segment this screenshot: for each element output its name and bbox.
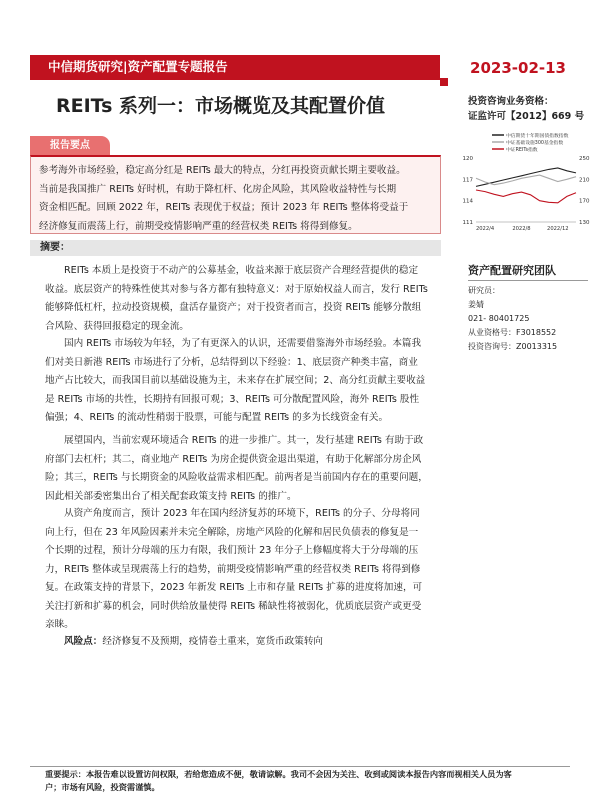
text-line: 因此相关部委密集出台了相关配套政策支持 REITs 的推广。 [45,490,297,502]
x-tick-label: 2022/8 [512,226,531,232]
text-line: 合风险、获得回报稳定的现金流。 [45,320,189,332]
summary-box [30,155,441,234]
legend-label: 中证基础设施300基金指数 [506,141,564,146]
text-line: 收益。底层资产的特殊性使其对参与各方都有独特意义：对于原始权益人而言，发行 REITs [45,283,428,295]
team-line: 从业资格号：F3018552 [468,328,557,337]
summary-line: 当前是我国推广 REITs 好时机，有助于降杠杆、化房企风险，其风险收益特性与长期 [39,183,397,195]
text-line: 展望国内，当前宏观环境适合 REITs 的进一步推广。其一，发行基建 REITs 有助于政 [64,435,424,446]
team-rule [468,280,588,281]
summary-line: 经济修复而震荡上行，前期受疫情影响严重的经营权类 REITs 将得到修复。 [39,220,358,232]
summary-tag: 报告要点 [30,136,110,155]
text-line: 国内 REITs 市场较为年轻，为了有更深入的认识，还需要借鉴海外市场经验。本篇我 [64,338,422,349]
y-right-tick-label: 210 [579,177,590,184]
team-line: 投资咨询号：Z0013315 [468,342,558,351]
qualification-line: 证监许可【2012】669 号 [468,111,585,122]
text-line: 向上行，但在 23 年风险因素并未完全解除，房地产风险的化解和居民负债表的修复是一 [45,526,419,538]
summary-line: 资金相匹配。回顾 2022 年，REITs 表现优于权益；预计 2023 年 REITs 整体将受益于 [39,202,409,213]
summary-line: 参考海外市场经验，稳定高分红是 REITs 最大的特点，分红再投资贡献长期主要收益。 [39,165,406,176]
report-title: REITs 系列一：市场概览及其配置价值 [56,95,386,117]
series-line [476,175,576,185]
report-series-band: 中信期货研究|资产配置专题报告 [30,55,440,79]
text-line: 亲睐。 [45,619,74,630]
index-comparison-chart [452,130,598,244]
x-tick-label: 2022/4 [475,226,495,232]
x-tick-label: 2022/12 [547,226,569,232]
header-rule [30,79,448,80]
text-line: 偏强；4、REITs 的流动性稍弱于股票，可能与配置 REITs 的多为长线资金有关。 [45,412,389,423]
team-info [468,284,557,354]
text-line: 从资产角度而言，预计 2023 年在国内经济复苏的环境下，REITs 的分子、分母将同 [64,508,420,519]
abstract-paragraph-4 [45,505,422,635]
disclaimer-line: 户；市场有风险，投资需谨慎。 [45,782,160,792]
legend-label: 中信期货十年期国债指数指数 [506,134,569,139]
risk-points [64,633,323,652]
abstract-heading: 摘要： [30,240,441,256]
y-left-tick-label: 117 [462,177,473,184]
y-right-tick-label: 250 [579,156,590,162]
text-line: 关注打新和扩募的机会，同时供给放量使得 REITs 稀缺性将被弱化，优质底层资产或更受 [45,600,422,612]
text-line: 能够降低杠杆，拉动投资规模，盘活存量资产；对于投资者而言，投资 REITs 能够分散组 [45,302,422,313]
team-line: 姜婧 [468,300,484,309]
text-line: 力，REITs 整体或呈现震荡上行的趋势，前期受疫情影响严重的经营权类 REITs 将得到修 [45,563,421,575]
text-line: 地产占比较大，而我国目前以基础设施为主，未来存在扩展空间；2、高分红贡献主要收益 [45,375,426,386]
y-right-tick-label: 170 [579,198,590,205]
y-right-tick-label: 130 [579,220,590,226]
y-left-tick-label: 111 [462,220,473,226]
text-line: REITs 本质上是投资于不动产的公募基金，收益来源于底层资产合理经营提供的稳定 [64,265,419,276]
abstract-paragraph-1 [45,262,428,336]
footer-rule [30,766,570,767]
disclaimer [45,768,570,794]
disclaimer-line: 重要提示：本报告难以设置访问权限，若给您造成不便，敬请谅解。我司不会因为关注、收到或阅读本报告内容而视相关人员为客 [45,769,512,779]
legend-label: 中证REITs指数 [506,148,538,153]
report-date: 2023-02-13 [470,59,566,77]
text-line: 复。在政策支持的背景下，2023 年新发 REITs 上市和存量 REITs 扩募的进度将加速，可 [45,582,423,593]
y-left-tick-label: 120 [462,156,473,162]
team-line: 021- 80401725 [468,314,530,323]
y-left-tick-label: 114 [462,198,473,205]
team-line: 研究员： [468,286,500,295]
text-line: 是 REITs 市场的共性，长期持有回报可观；3、REITs 可分散配置风险，海外 REITs 股性 [45,393,420,405]
series-line [476,190,576,203]
text-line: 们对美日新港 REITs 市场进行了分析，总结得到以下经验：1、底层资产种类丰富，商业 [45,356,418,368]
risk-text: 经济修复不及预期，疫情卷土重来，宽货币政策转向 [102,636,324,647]
qualification-info [468,94,584,124]
risk-label: 风险点： [64,636,103,647]
qualification-line: 投资咨询业务资格： [468,96,554,107]
abstract-paragraph-3 [45,432,428,506]
text-line: 府部门去杠杆；其二，商业地产 REITs 为房企提供资金退出渠道，有助于化解部分房企风 [45,453,422,465]
text-line: 险；其三，REITs 与长期资金的风险收益需求相匹配。前两者是当前国内存在的重要问题， [45,472,428,483]
text-line: 个长期的过程，预计分母端的压力有限，我们预计 23 年分子上修幅度将大于分母端的压 [45,545,419,556]
abstract-paragraph-2 [45,335,425,428]
team-title: 资产配置研究团队 [468,264,556,277]
